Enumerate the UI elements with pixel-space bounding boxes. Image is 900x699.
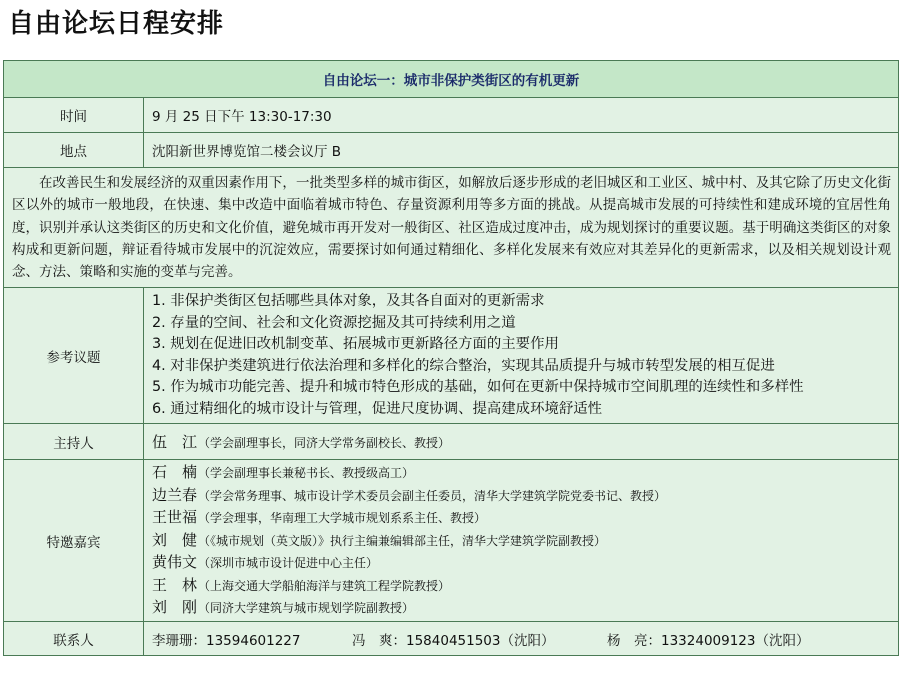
schedule-table bbox=[3, 60, 899, 656]
forum-heading-row bbox=[4, 61, 899, 98]
venue-label: 地点 bbox=[4, 133, 144, 168]
list-item bbox=[152, 485, 890, 507]
guests-list bbox=[144, 460, 899, 622]
venue-row bbox=[4, 133, 899, 168]
time-row bbox=[4, 98, 899, 133]
host-row bbox=[4, 424, 899, 460]
list-item: 3. 规划在促进旧改机制变革、拓展城市更新路径方面的主要作用 bbox=[152, 336, 559, 353]
guest-title: （学会常务理事、城市设计学术委员会副主任委员，清华大学建筑学院党委书记、教授） bbox=[198, 488, 667, 503]
guest-title: （同济大学建筑与城市规划学院副教授） bbox=[198, 600, 415, 615]
list-item: 6. 通过精细化的城市设计与管理，促进尺度协调、提高建成环境舒适性 bbox=[152, 400, 603, 417]
list-item bbox=[152, 530, 890, 552]
guest-name: 刘 刚 bbox=[152, 597, 198, 616]
host-label: 主持人 bbox=[4, 424, 144, 460]
list-item: 4. 对非保护类建筑进行依法治理和多样化的综合整治，实现其品质提升与城市转型发展的相互促进 bbox=[152, 357, 775, 374]
contacts-row bbox=[4, 622, 899, 656]
list-item: 2. 存量的空间、社会和文化资源挖掘及其可持续利用之道 bbox=[152, 314, 516, 331]
time-label: 时间 bbox=[4, 98, 144, 133]
list-item bbox=[152, 507, 890, 529]
guest-title: （上海交通大学船舶海洋与建筑工程学院教授） bbox=[198, 578, 451, 593]
intro-row bbox=[4, 168, 899, 288]
list-item: 1. 非保护类街区包括哪些具体对象，及其各自面对的更新需求 bbox=[152, 293, 545, 310]
forum-heading: 自由论坛一：城市非保护类街区的有机更新 bbox=[4, 61, 899, 98]
list-item: 5. 作为城市功能完善、提升和城市特色形成的基础，如何在更新中保持城市空间肌理的连续性和多样性 bbox=[152, 379, 804, 396]
list-item bbox=[152, 575, 890, 597]
page-title: 自由论坛日程安排 bbox=[8, 9, 225, 39]
contact-entry: 杨 亮：13324009123（沈阳） bbox=[607, 632, 810, 649]
forum-intro: 在改善民生和发展经济的双重因素作用下，一批类型多样的城市街区，如解放后逐步形成的老旧城区和工业区、城中村、及其它除了历史文化街区以外的城市一般地段，在快速、集中改造中面临着城市特色、存量资源利用等多方面的挑战。从提高城市发展的可持续性和建成环境的宜居性角度，识别并承认这类街区的历史和文化价值，避免城市再开发对一般街区、社区造成过度冲击，成为规划探讨的重要议题。基于明确这类街区的对象构成和更新问题，辩证看待城市发展中的沉淀效应，需要探讨如何通过精细化、多样化发展来有效应对其差异化的更新需求，以及相关规划设计观念、方法、策略和实施的变革与完善。 bbox=[4, 168, 899, 288]
guest-name: 王世福 bbox=[152, 508, 198, 527]
guest-name: 石 楠 bbox=[152, 463, 198, 482]
host-title: （学会副理事长，同济大学常务副校长、教授） bbox=[198, 436, 451, 451]
contact-entry: 李珊珊：13594601227 bbox=[152, 632, 301, 649]
guest-name: 边兰春 bbox=[152, 485, 198, 504]
guest-name: 王 林 bbox=[152, 575, 198, 594]
host-name: 伍 江 bbox=[152, 433, 198, 452]
guest-name: 黄伟文 bbox=[152, 553, 198, 572]
venue-value: 沈阳新世界博览馆二楼会议厅 B bbox=[144, 133, 899, 168]
list-item bbox=[152, 597, 890, 619]
contacts-label: 联系人 bbox=[4, 622, 144, 656]
guest-title: （《城市规划（英文版）》执行主编兼编辑部主任，清华大学建筑学院副教授） bbox=[198, 533, 607, 548]
contacts-list bbox=[144, 622, 899, 656]
guest-title: （学会理事，华南理工大学城市规划系系主任、教授） bbox=[198, 511, 487, 526]
host-entry bbox=[144, 424, 899, 460]
guest-title: （深圳市城市设计促进中心主任） bbox=[198, 556, 379, 571]
topics-row bbox=[4, 288, 899, 424]
list-item bbox=[152, 552, 890, 574]
guests-row bbox=[4, 460, 899, 622]
list-item bbox=[152, 462, 890, 484]
guest-title: （学会副理事长兼秘书长、教授级高工） bbox=[198, 466, 415, 481]
topics-list bbox=[144, 288, 899, 424]
guests-label: 特邀嘉宾 bbox=[4, 460, 144, 622]
guest-name: 刘 健 bbox=[152, 530, 198, 549]
topics-label: 参考议题 bbox=[4, 288, 144, 424]
contact-entry: 冯 爽：15840451503（沈阳） bbox=[352, 632, 555, 649]
time-value: 9 月 25 日下午 13:30-17:30 bbox=[144, 98, 899, 133]
